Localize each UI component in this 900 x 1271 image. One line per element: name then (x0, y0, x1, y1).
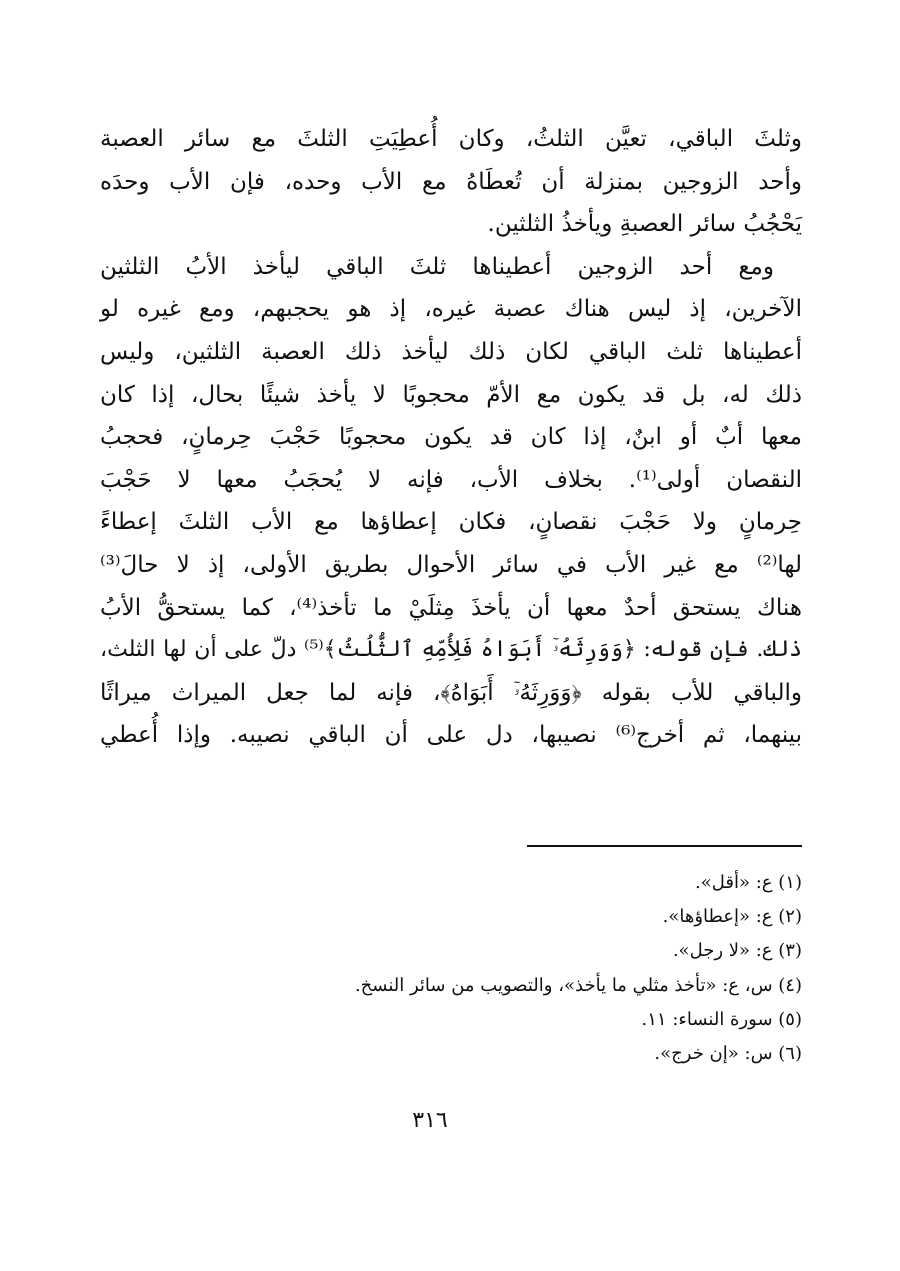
text-line: أعطيناها ثلث الباقي لكان ذلك ليأخذ ذلك العصبة الثلثين، وليس (100, 338, 802, 365)
footnote: (١) ع: «أقل». (695, 872, 802, 893)
footnote: (٣) ع: «لا رجل». (672, 940, 802, 962)
text-line: معها أبٌ أو ابنٌ، إذا كان قد يكون محجوبًا حَجْبَ حِرمانٍ، فحجبُ (100, 424, 802, 451)
footnote: (٥) سورة النساء: ١١. (641, 1008, 802, 1030)
text-line: النقصان أولى⁽¹⁾. بخلاف الأب، فإنه لا يُحجَبُ معها لا حَجْبَ (100, 466, 803, 493)
text-line: الآخرين، إذ ليس هناك عصبة غيره، إذ هو يحجبهم، ومع غيره لو (100, 296, 802, 323)
footnote-separator (527, 845, 802, 847)
text-line: ذلك له، بل قد يكون مع الأمّ محجوبًا لا يأخذ شيئًا بحال، إذا كان (100, 381, 802, 408)
text-line: والباقي للأب بقوله ﴿وَوَرِثَهُۥٓ أَبَوَاهُ﴾، فإنه لما جعل الميراث ميراثًا (100, 679, 802, 706)
main-text (100, 118, 802, 757)
text-line: حِرمانٍ ولا حَجْبَ نقصانٍ، فكان إعطاؤها مع الأب الثلثَ إعطاءً (100, 509, 802, 536)
paragraph-start-line: ومع أحد الزوجين أعطيناها ثلثَ الباقي ليأخذ الأبُ الثلثين (100, 253, 774, 280)
text-line: يَحْجُبُ سائر العصبةِ ويأخذُ الثلثين. (487, 211, 802, 238)
footnotes (100, 866, 802, 1071)
text-line: بينهما، ثم أخرج⁽⁶⁾ نصيبها، دل على أن الباقي نصيبه. وإذا أُعطي (100, 722, 802, 749)
page-number: ٣١٦ (412, 1108, 448, 1133)
footnote: (٤) س، ع: «تأخذ مثلي ما يأخذ»، والتصويب من سائر النسخ. (354, 974, 802, 996)
footnote: (٢) ع: «إعطاؤها». (662, 906, 802, 928)
text-line: هناك يستحق أحدٌ معها أن يأخذَ مِثلَيْ ما تأخذ⁽⁴⁾، كما يستحقُّ الأبُ (100, 594, 802, 621)
text-line: لها⁽²⁾ مع غير الأب في سائر الأحوال بطريق الأولى، إذ لا حالَ⁽³⁾ (100, 551, 802, 578)
text-line: ذلك. فإن قوله: ﴿وَوَرِثَهُۥٓ أَبَوَاهُ فَلِأُمِّهِ ٱلثُّلُثُ﴾⁽⁵⁾ دلّ على أن لها الثلث، (100, 637, 802, 663)
text-line: وثلثَ الباقي، تعيَّن الثلثُ، وكان أُعطِيَتِ الثلثَ مع سائر العصبة (100, 126, 802, 152)
footnote: (٦) س: «إن خرج». (654, 1042, 802, 1064)
text-line: وأحد الزوجين بمنزلة أن تُعطَاهُ مع الأب وحده، فإن الأب وحدَه (100, 168, 802, 195)
